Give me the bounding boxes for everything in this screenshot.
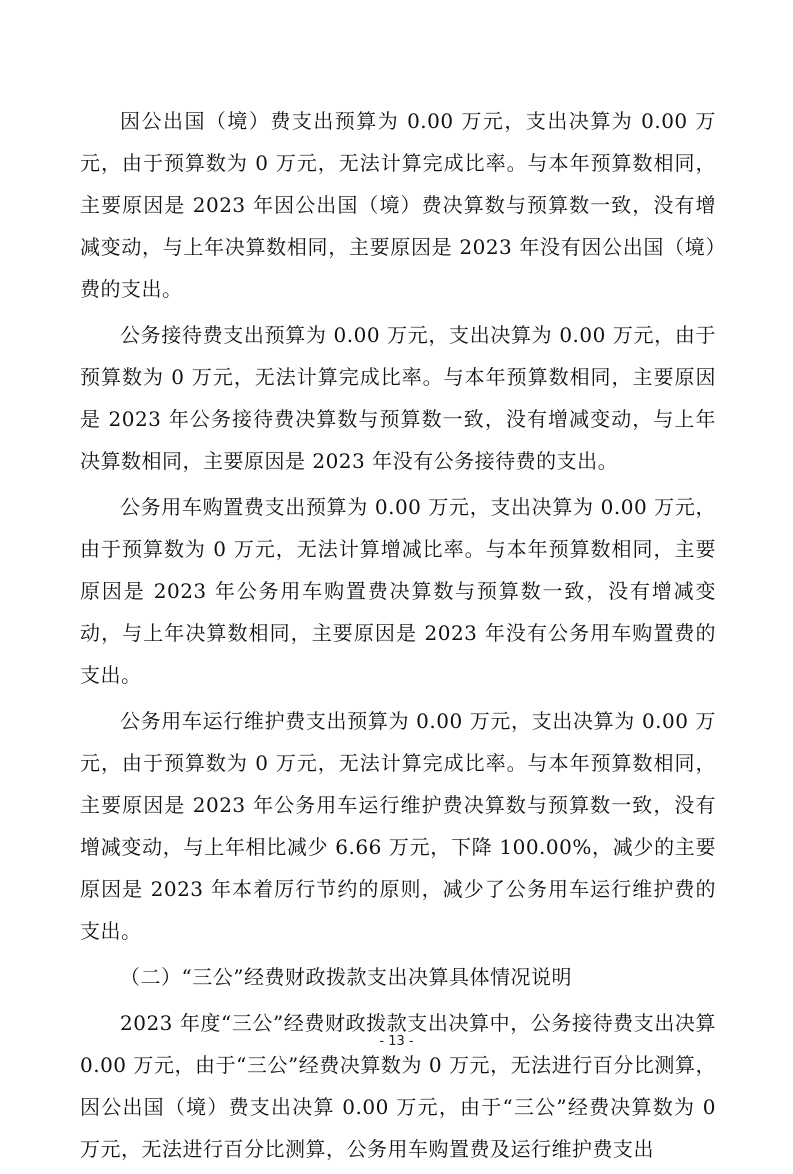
paragraph-overseas-travel: 因公出国（境）费支出预算为 0.00 万元，支出决算为 0.00 万元，由于预算数为 0 万元，无法计算完成比率。与本年预算数相同，主要原因是 2023 年因公出国（境）费决算数与预算数一致，没有增减变动，与上年决算数相同，主要原因是 2023 年没有因公出国（境）费的支出。 [80,109,716,301]
paragraph-official-reception: 公务接待费支出预算为 0.00 万元，支出决算为 0.00 万元，由于预算数为 0 万元，无法计算完成比率。与本年预算数相同，主要原因是 2023 年公务接待费决算数与预算数一致，没有增减变动，与上年决算数相同，主要原因是 2023 年没有公务接待费的支出。 [80,323,716,473]
section-heading: （二）“三公”经费财政拨款支出决算具体情况说明 [120,965,572,989]
paragraph-vehicle-operation: 公务用车运行维护费支出预算为 0.00 万元，支出决算为 0.00 万元，由于预算数为 0 万元，无法计算完成比率。与本年预算数相同，主要原因是 2023 年公务用车运行维护费决算数与预算数一致，没有增减变动，与上年相比减少 6.66 万元，下降 100.00%，减少的主要原因是 2023 年本着厉行节约的原则，减少了公务用车运行维护费的支出。 [80,709,716,943]
paragraph-vehicle-purchase: 公务用车购置费支出预算为 0.00 万元，支出决算为 0.00 万元，由于预算数为 0 万元，无法计算增减比率。与本年预算数相同，主要原因是 2023 年公务用车购置费决算数与预算数一致，没有增减变动，与上年决算数相同，主要原因是 2023 年没有公务用车购置费的支出。 [80,495,716,687]
document-body [80,100,716,1174]
paragraph-closing: 2023 年度“三公”经费财政拨款支出决算中，公务接待费支出决算 0.00 万元，由于“三公”经费决算数为 0 万元，无法进行百分比测算，因公出国（境）费支出决算 0.00 万元，由于“三公”经费决算数为 0 万元，无法进行百分比测算，公务用车购置费及运行维护费支出 [80,1011,716,1161]
page-number: - 13 - [379,1034,414,1049]
